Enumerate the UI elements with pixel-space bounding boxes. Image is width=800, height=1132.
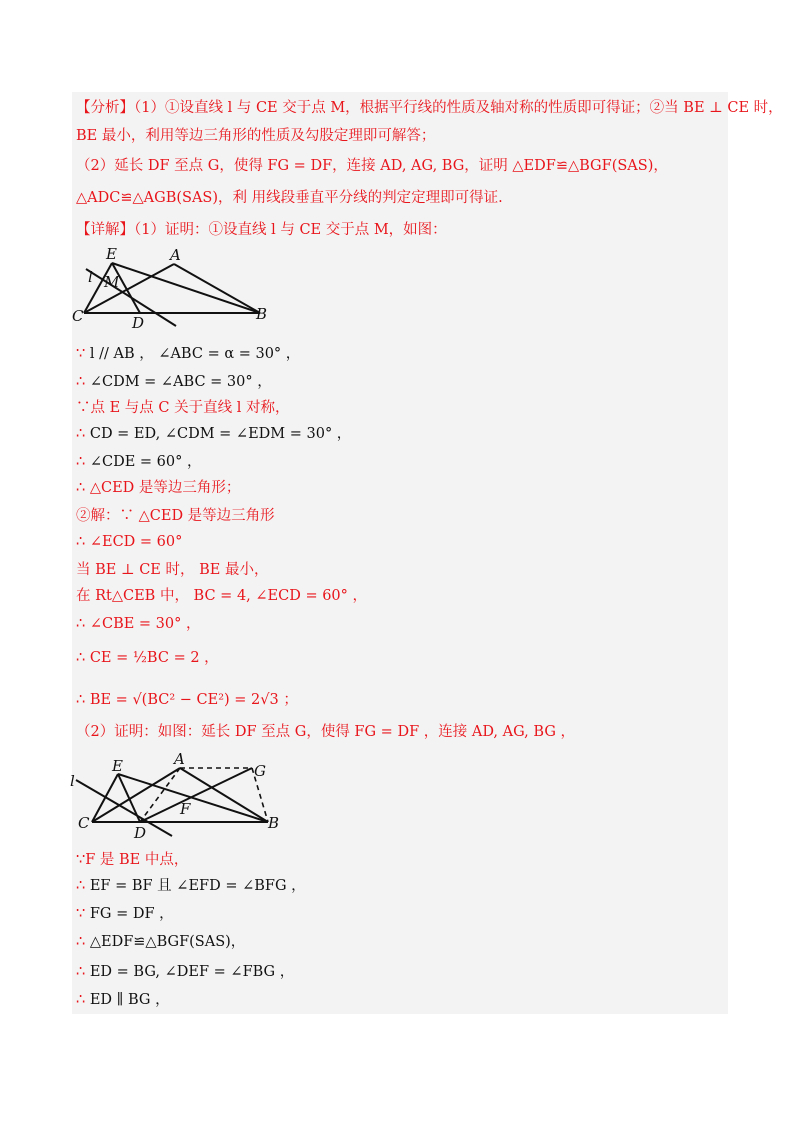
label-C: C bbox=[72, 307, 84, 325]
label-B: B bbox=[256, 305, 268, 323]
proof1-line-2: ∴ ∠CDM = ∠ABC = 30° ， bbox=[76, 374, 272, 390]
part2-line-5: ∴ ∠CBE = 30° ， bbox=[76, 616, 201, 632]
analysis-line-2: BE 最小，利用等边三角形的性质及勾股定理即可解答； bbox=[76, 128, 436, 144]
analysis-line-1 bbox=[76, 98, 783, 118]
proof2-line-1: ∵F 是 BE 中点， bbox=[76, 852, 189, 868]
part2-line-4: 在 Rt△CEB 中， BC = 4, ∠ECD = 60° ， bbox=[76, 588, 368, 604]
segment-AD bbox=[140, 768, 180, 822]
label-M: M bbox=[104, 273, 120, 291]
label-A: A bbox=[174, 752, 185, 768]
detail-text-1: （1）证明：①设直线 l 与 CE 交于点 M，如图： bbox=[134, 222, 447, 238]
label-B: B bbox=[268, 814, 280, 832]
analysis-line-4: △ADC≌△AGB(SAS)，利 用线段垂直平分线的判定定理即可得证. bbox=[76, 190, 503, 206]
label-D: D bbox=[134, 824, 147, 840]
label-C: C bbox=[78, 814, 90, 832]
analysis-label: 【分析】 bbox=[76, 100, 134, 116]
segment-ED bbox=[118, 774, 140, 822]
analysis-line-3: （2）延长 DF 至点 G，使得 FG = DF，连接 AD, AG, BG，证明 △EDF≌△BGF(SAS)， bbox=[76, 158, 668, 174]
geometry-figure-1 bbox=[70, 246, 270, 336]
label-l: l bbox=[70, 772, 75, 790]
proof1-line-3: ∵点 E 与点 C 关于直线 l 对称， bbox=[76, 400, 290, 416]
part3-line-1: （2）证明：如图：延长 DF 至点 G，使得 FG = DF ，连接 AD, AG, BG ， bbox=[76, 724, 576, 740]
part2-line-7: ∴ BE = √(BC² − CE²) = 2√3 ； bbox=[76, 692, 298, 708]
proof1-line-5: ∴ ∠CDE = 60° ， bbox=[76, 454, 202, 470]
proof2-line-4: ∴ △EDF≌△BGF(SAS)， bbox=[76, 934, 246, 950]
label-E: E bbox=[112, 757, 123, 775]
segment-DG bbox=[140, 768, 252, 822]
proof1-line-4: ∴ CD = ED, ∠CDM = ∠EDM = 30° ， bbox=[76, 426, 352, 442]
analysis-text-1: （1）①设直线 l 与 CE 交于点 M，根据平行线的性质及轴对称的性质即可得证；②当 BE ⊥ CE 时， bbox=[134, 100, 783, 116]
detail-line-1 bbox=[76, 220, 447, 240]
label-l: l bbox=[88, 268, 93, 286]
label-D: D bbox=[132, 314, 145, 332]
proof2-line-2: ∴ EF = BF 且 ∠EFD = ∠BFG ， bbox=[76, 878, 306, 894]
geometry-figure-2 bbox=[68, 752, 288, 840]
proof2-line-5: ∴ ED = BG, ∠DEF = ∠FBG ， bbox=[76, 964, 295, 980]
label-A: A bbox=[170, 246, 181, 264]
part2-line-2: ∴ ∠ECD = 60° bbox=[76, 534, 183, 550]
segment-EB bbox=[118, 774, 268, 822]
proof2-line-3: ∵ FG = DF ， bbox=[76, 906, 174, 922]
label-F: F bbox=[180, 800, 191, 818]
proof2-line-6: ∴ ED ∥ BG ， bbox=[76, 992, 170, 1008]
label-G: G bbox=[254, 762, 266, 780]
part2-line-1: ②解：∵ △CED 是等边三角形 bbox=[76, 508, 275, 524]
proof1-line-6: ∴ △CED 是等边三角形； bbox=[76, 480, 241, 496]
part2-line-3: 当 BE ⊥ CE 时， BE 最小， bbox=[76, 562, 269, 578]
detail-label: 【详解】 bbox=[76, 222, 134, 238]
label-E: E bbox=[106, 246, 117, 263]
proof1-line-1: ∵ l // AB ， ∠ABC = α = 30° ， bbox=[76, 346, 301, 362]
part2-line-6: ∴ CE = ½BC = 2 ， bbox=[76, 650, 219, 666]
